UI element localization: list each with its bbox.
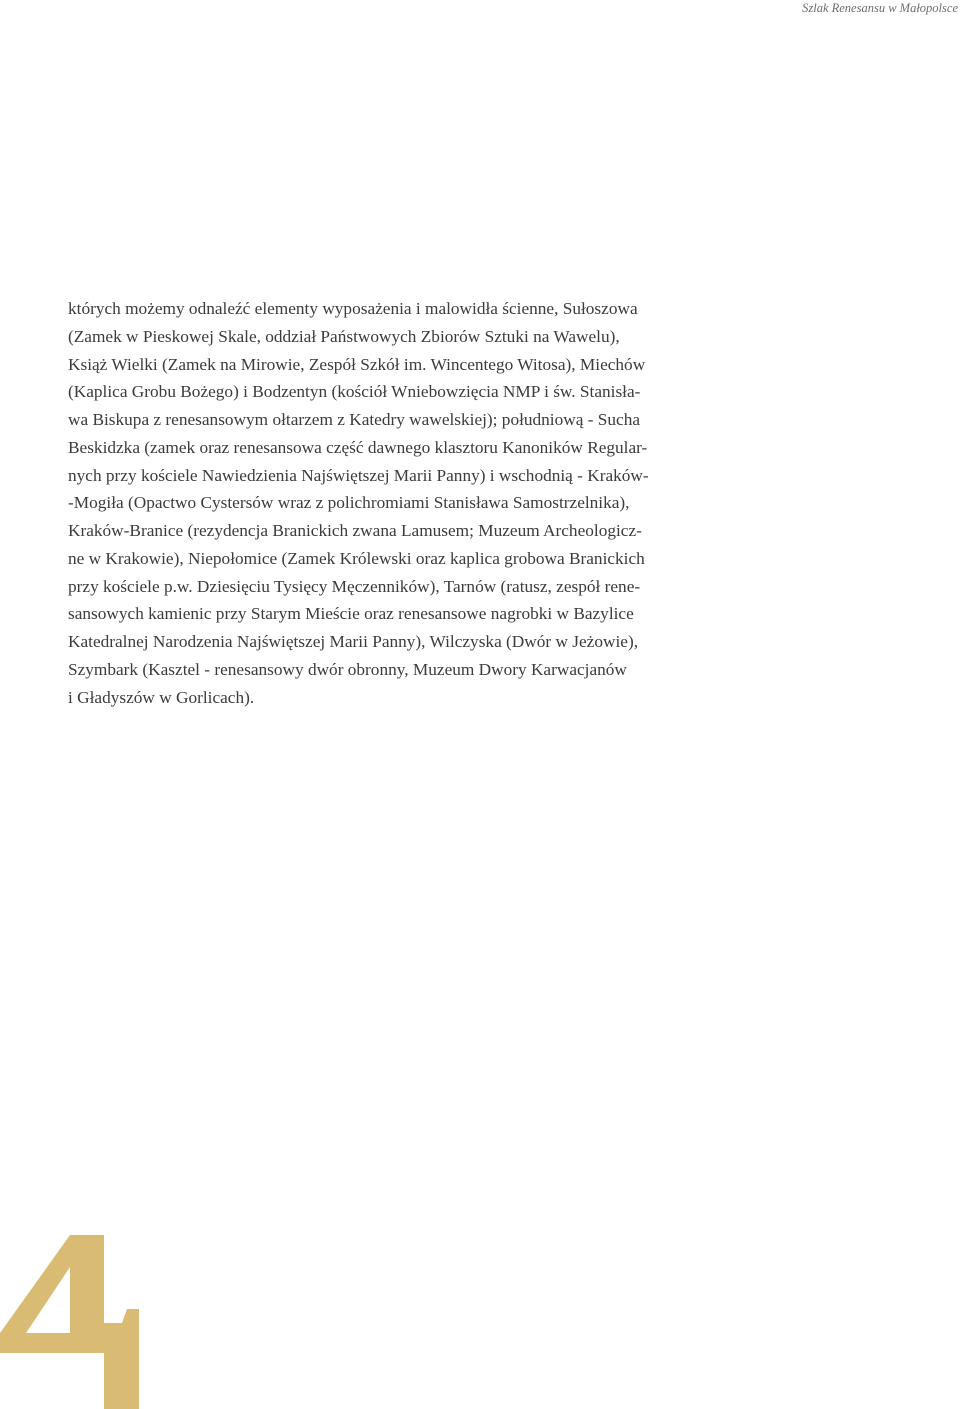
page-number-glyph	[0, 1235, 160, 1409]
text-line: sansowych kamienic przy Starym Mieście oraz renesansowe nagrobki w Bazylice	[68, 604, 634, 624]
text-line: (Kaplica Grobu Bożego) i Bodzentyn (kościół Wniebowzięcia NMP i św. Stanisła-	[68, 382, 641, 402]
text-line: których możemy odnaleźć elementy wyposażenia i malowidła ścienne, Sułoszowa	[68, 299, 638, 318]
text-line: i Gładyszów w Gorlicach).	[68, 687, 255, 707]
text-line: -Mogiła (Opactwo Cystersów wraz z polichromiami Stanisława Samostrzelnika),	[68, 493, 630, 513]
text-line: nych przy kościele Nawiedzienia Najświętszej Marii Panny) i wschodnią - Kraków-	[68, 465, 649, 485]
text-line: Beskidzka (zamek oraz renesansowa część dawnego klasztoru Kanoników Regular-	[68, 437, 648, 457]
body-paragraph	[68, 295, 708, 711]
text-line: ne w Krakowie), Niepołomice (Zamek Królewski oraz kaplica grobowa Branickich	[68, 548, 645, 568]
text-line: Kraków-Branice (rezydencja Branickich zwana Lamusem; Muzeum Archeologicz-	[68, 521, 642, 540]
text-line: (Zamek w Pieskowej Skale, oddział Państwowych Zbiorów Sztuki na Wawelu),	[68, 326, 620, 346]
text-line: Katedralnej Narodzenia Najświętszej Marii Panny), Wilczyska (Dwór w Jeżowie),	[68, 632, 639, 651]
text-line: Książ Wielki (Zamek na Mirowie, Zespół Szkół im. Wincentego Witosa), Miechów	[68, 354, 646, 374]
digit-four-shape	[0, 1235, 139, 1409]
text-line: przy kościele p.w. Dziesięciu Tysięcy Męczenników), Tarnów (ratusz, zespół rene-	[68, 576, 641, 596]
text-line: Szymbark (Kasztel - renesansowy dwór obronny, Muzeum Dwory Karwacjanów	[68, 659, 627, 679]
page-number	[0, 1235, 160, 1409]
text-line: wa Biskupa z renesansowym ołtarzem z Katedry wawelskiej); południową - Sucha	[68, 410, 641, 429]
running-header: Szlak Renesansu w Małopolsce	[802, 1, 958, 15]
